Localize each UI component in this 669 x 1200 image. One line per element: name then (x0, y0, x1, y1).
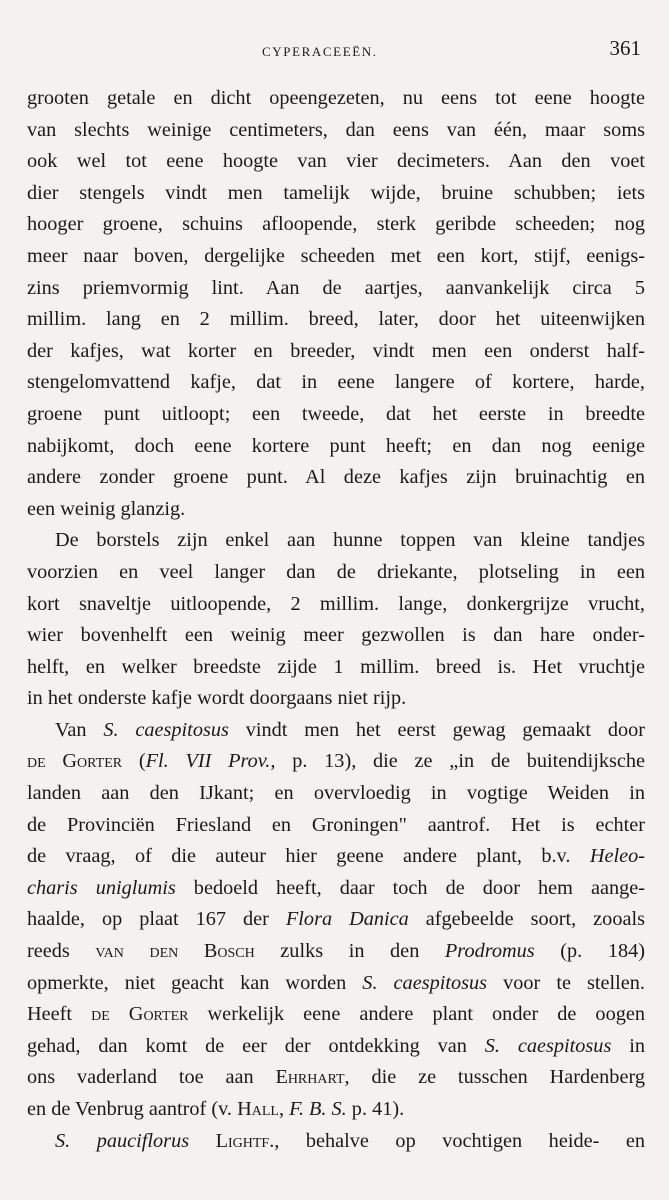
page-number: 361 (609, 36, 641, 60)
text-line: landen aan den IJkant; en overvloedig in vogtige Weiden in (27, 782, 645, 805)
italic-span: charis uniglumis (27, 876, 176, 899)
text-line (27, 904, 645, 936)
text-line: voorzien en veel langer dan de driekante, plotseling in een (27, 560, 645, 583)
text-line (27, 746, 645, 778)
text-span: , die ze tusschen Hardenberg (344, 1066, 645, 1089)
text-line (27, 1031, 645, 1063)
italic-span: Prodromus (444, 940, 535, 963)
text-span: , (278, 1098, 290, 1120)
text-span: voor te stellen. (487, 971, 645, 994)
text-line (27, 999, 645, 1031)
text-line: millim. lang en 2 millim. breed, later, door het uiteenwijken (27, 308, 645, 331)
text-line (27, 936, 645, 968)
small-caps-span: Hall (237, 1098, 279, 1120)
text-span: , behalve op vochtigen heide- en (274, 1129, 645, 1152)
text-line: meer naar boven, dergelijke scheeden met een kort, stijf, eenigs- (27, 244, 645, 267)
text-line (27, 873, 645, 905)
text-span (189, 1130, 216, 1152)
italic-span: S. caespitosus (103, 718, 229, 741)
text-line: zins priemvormig lint. Aan de aartjes, aanvankelijk circa 5 (27, 276, 645, 299)
text-span: haalde, op plaat 167 der (27, 908, 286, 931)
text-line (27, 968, 645, 1000)
text-line: hooger groene, schuins afloopende, sterk geribde scheeden; nog (27, 213, 645, 236)
text-line (27, 1062, 645, 1094)
text-line: groene punt uitloopt; een tweede, dat het eerste in breedte (27, 402, 645, 425)
small-caps-span: Lightf. (215, 1129, 275, 1152)
text-span: gehad, dan komt de eer der ontdekking van (27, 1034, 485, 1057)
text-line: De borstels zijn enkel aan hunne toppen van kleine tandjes (55, 529, 645, 552)
italic-span: Heleo- (589, 845, 645, 868)
text-line: van slechts weinige centimeters, dan eens van één, maar soms (27, 118, 645, 141)
text-line: de Provinciën Friesland en Groningen" aantrof. Het is echter (27, 813, 645, 836)
text-span: Heeft (27, 1003, 92, 1026)
text-line: nabijkomt, doch eene kortere punt heeft; en dan nog eenige (27, 434, 645, 457)
text-span: afgebeelde soort, zooals (408, 908, 645, 931)
text-span: bedoeld heeft, daar toch de door hem aange- (175, 876, 646, 899)
text-span: reeds (27, 940, 96, 963)
text-span: ( (122, 750, 146, 773)
italic-span: F. B. S. (289, 1098, 347, 1120)
text-span: opmerkte, niet geacht kan worden (27, 971, 363, 994)
text-line: der kafjes, wat korter en breeder, vindt men een onderst half- (27, 339, 645, 362)
italic-span: S. caespitosus (484, 1034, 612, 1057)
text-line: ook wel tot eene hoogte van vier decimeters. Aan den voet (27, 150, 645, 173)
text-line (27, 1126, 645, 1158)
text-line: in het onderste kafje wordt doorgaans niet rijp. (27, 687, 407, 710)
text-line (27, 715, 645, 747)
small-caps-span: Ehrhart (275, 1066, 345, 1089)
italic-span: S. pauciflorus (55, 1129, 190, 1152)
small-caps-span: de Gorter (27, 750, 123, 773)
italic-span: Fl. VII Prov., (145, 750, 276, 773)
text-span: ons vaderland toe aan (27, 1066, 276, 1089)
text-line: stengelomvattend kafje, dat in eene langere of kortere, harde, (27, 371, 645, 394)
text-span: werkelijk eene andere plant onder de oogen (188, 1003, 645, 1026)
body-text (27, 83, 645, 1157)
text-span: p. 41). (346, 1098, 405, 1120)
text-line: een weinig glanzig. (27, 497, 186, 520)
text-line: andere zonder groene punt. Al deze kafjes zijn bruinachtig en (27, 466, 645, 489)
italic-span: Flora Danica (285, 908, 409, 931)
text-span: (p. 184) (534, 940, 646, 963)
text-line (27, 1094, 645, 1126)
text-line: helft, en welker breedste zijde 1 millim. breed is. Het vruchtje (27, 655, 645, 678)
italic-span: S. caespitosus (362, 971, 488, 994)
text-span: de vraag, of die auteur hier geene andere plant, b.v. (27, 845, 590, 868)
text-span: Van (55, 718, 104, 741)
small-caps-span: van den Bosch (95, 940, 255, 963)
text-span: zulks in den (254, 940, 445, 963)
text-line: kort snaveltje uitloopende, 2 millim. lange, donkergrijze vrucht, (27, 592, 645, 615)
text-span: en de Venbrug aantrof (v. (27, 1098, 238, 1120)
text-span: in (611, 1034, 645, 1057)
text-line: grooten getale en dicht opeengezeten, nu eens tot eene hoogte (27, 87, 645, 109)
text-line: wier bovenhelft een weinig meer gezwollen is dan hare onder- (27, 624, 645, 647)
text-span: vindt men het eerst gewag gemaakt door (228, 718, 645, 741)
small-caps-span: de Gorter (91, 1003, 189, 1026)
text-line: dier stengels vindt men tamelijk wijde, bruine schubben; iets (27, 181, 645, 204)
text-line (27, 841, 645, 873)
text-span: p. 13), die ze „in de buitendijksche (275, 750, 646, 773)
running-title: CYPERACEEËN. (262, 44, 378, 59)
page-header (0, 36, 669, 66)
